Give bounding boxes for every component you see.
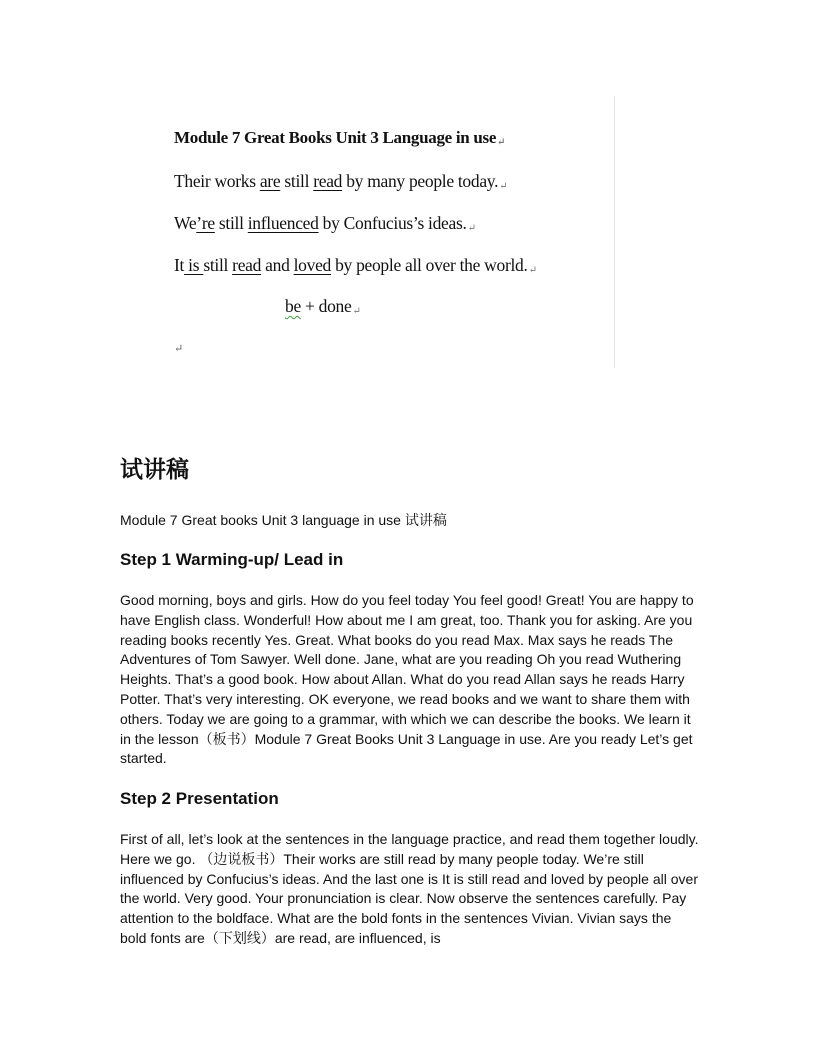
paragraph-mark-icon: ↵ (352, 306, 361, 317)
board-sentence-3: It is still read and loved by people all over the world.↵ (174, 255, 537, 276)
page-title: 试讲稿 (120, 457, 189, 483)
paragraph-mark-icon: ↵ (499, 181, 508, 192)
step1-heading: Step 1 Warming-up/ Lead in (120, 550, 344, 569)
step1-paragraph: Good morning, boys and girls. How do you feel today You feel good! Great! You are happy to have English class. Wonderful! How about me I am great, too. Thank you for asking. Are you reading books recently Yes. Great. What books do you read Max. Max says he reads The Adventures of Tom Sawyer. Well done. Jane, what are you reading Oh you read Wuthering Heights. That’s a good book. How about Allan. What do you read Allan says he reads Harry Potter. That’s very interesting. OK everyone, we read books and we want to share them with others. Today we are going to a grammar, with which we can describe the books. We learn it in the lesson（板书）Module 7 Great Books Unit 3 Language in use. Are you ready Let’s get started. (120, 592, 694, 767)
blackboard-image (152, 96, 615, 368)
paragraph-mark-icon: ↵ (467, 223, 476, 234)
board-formula: be + done↵ (285, 296, 361, 317)
board-sentence-2: We’re still influenced by Confucius’s ideas.↵ (174, 213, 476, 234)
board-sentence-1: Their works are still read by many people today.↵ (174, 171, 508, 192)
paragraph-mark-icon: ↵ (497, 137, 506, 148)
board-heading: Module 7 Great Books Unit 3 Language in use↵ (174, 128, 506, 148)
step2-heading: Step 2 Presentation (120, 789, 279, 808)
subtitle: Module 7 Great books Unit 3 language in use 试讲稿 (120, 512, 447, 528)
paragraph-mark-icon: ↵ (174, 343, 183, 355)
paragraph-mark-icon: ↵ (528, 265, 537, 276)
step2-paragraph: First of all, let’s look at the sentences in the language practice, and read them together loudly. Here we go. （边说板书）Their works are still read by many people today. We’re still influenced by Confucius’s ideas. And the last one is It is still read and loved by people all over the world. Very good. Your pronunciation is clear. Now observe the sentences carefully. Pay attention to the boldface. What are the bold fonts in the sentences Vivian. Vivian says the bold fonts are（下划线）are read, are influenced, is (120, 831, 699, 946)
